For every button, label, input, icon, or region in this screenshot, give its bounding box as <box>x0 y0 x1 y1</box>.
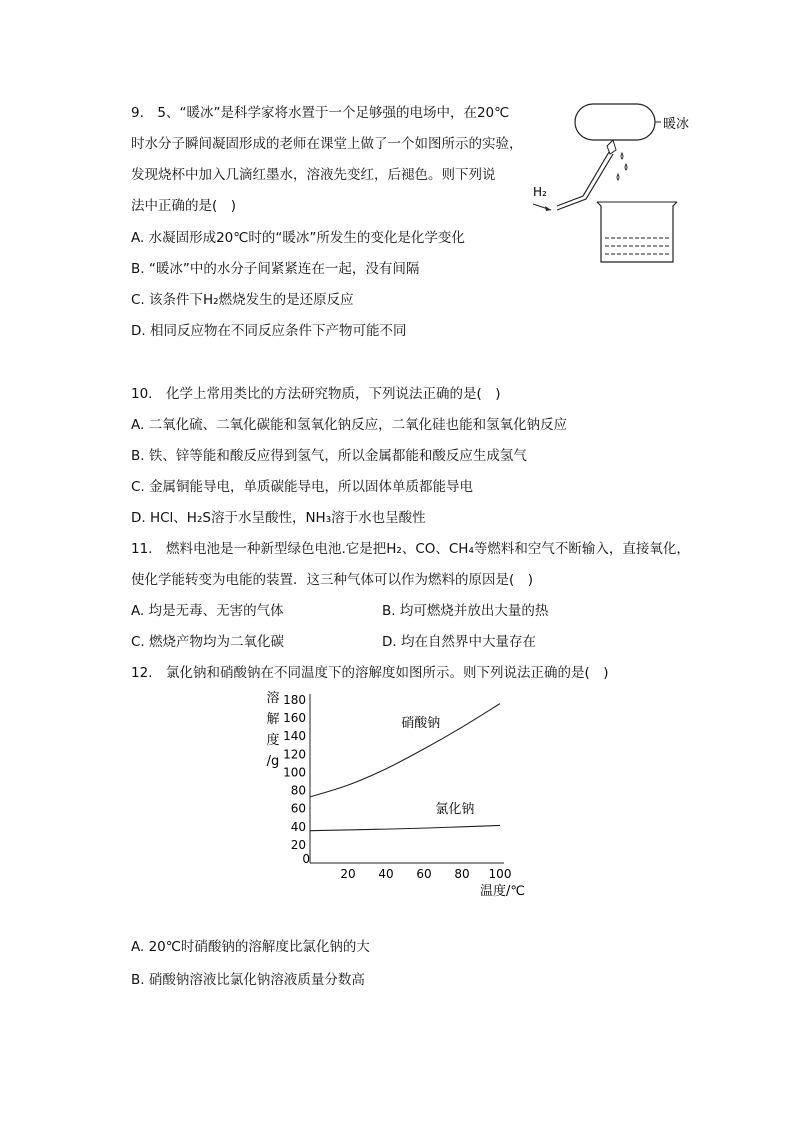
y-tick-label: 120 <box>283 747 306 762</box>
x-tick-label: 20 <box>340 867 356 881</box>
water-drop-2 <box>625 164 627 170</box>
q10-option-b: B. 铁、锌等能和酸反应得到氢气，所以金属都能和酸反应生成氢气 <box>131 448 527 464</box>
series-label-sodium-nitrate: 硝酸钠 <box>401 716 441 732</box>
q10-option-d: D. HCl、H₂S溶于水呈酸性，NH₃溶于水也呈酸性 <box>131 510 426 526</box>
h2-label: H₂ <box>533 185 547 199</box>
beaker <box>597 202 677 262</box>
y-tick-label: 180 <box>283 693 306 707</box>
water-drop-3 <box>617 174 619 180</box>
q9-stem-line-2: 时水分子瞬间凝固形成的老师在课堂上做了一个如图所示的实验， <box>131 136 523 152</box>
q9-option-c: C. 该条件下H₂燃烧发生的是还原反应 <box>131 292 354 308</box>
warm-ice-experiment-figure <box>525 100 725 270</box>
y-tick-label: 80 <box>290 783 306 798</box>
x-tick-label: 60 <box>416 867 432 881</box>
q12-option-a: A. 20℃时硝酸钠的溶解度比氯化钠的大 <box>131 939 370 955</box>
y-tick-label: 160 <box>283 711 306 726</box>
q9-option-d: D. 相同反应物在不同反应条件下产物可能不同 <box>131 323 407 339</box>
series-label-sodium-chloride: 氯化钠 <box>435 802 475 818</box>
warm-ice-block <box>575 104 655 140</box>
q11-stem-line-2: 使化学能转变为电能的装置．这三种气体可以作为燃料的原因是( ) <box>131 572 534 588</box>
x-tick-label: 80 <box>454 867 470 881</box>
x-tick-label: 0 <box>302 852 310 866</box>
series-line-sodium-chloride <box>310 825 500 830</box>
y-tick-label: 140 <box>283 729 306 744</box>
q9-stem-line-1: 9. 5、“暖冰”是科学家将水置于一个足够强的电场中，在20℃ <box>131 105 510 121</box>
y-axis-label-char: 度 <box>266 733 280 748</box>
h2-arrowhead <box>545 206 551 211</box>
y-tick-label: 40 <box>290 819 306 834</box>
solubility-chart <box>255 688 545 898</box>
q9-stem-line-3: 发现烧杯中加入几滴红墨水，溶液先变红，后褪色。则下列说 <box>131 167 496 183</box>
q10-option-a: A. 二氧化硫、二氧化碳能和氢氧化钠反应，二氧化硅也能和氢氧化钠反应 <box>131 417 568 433</box>
gas-tube <box>557 152 609 206</box>
y-axis-label-char: 解 <box>266 712 280 727</box>
q11-option-b: B. 均可燃烧并放出大量的热 <box>382 603 549 619</box>
q10-stem: 10. 化学上常用类比的方法研究物质，下列说法正确的是( ) <box>131 386 501 402</box>
q11-option-d: D. 均在自然界中大量存在 <box>382 634 536 650</box>
water-drop-1 <box>621 153 623 159</box>
q10-option-c: C. 金属铜能导电，单质碳能导电，所以固体单质都能导电 <box>131 479 474 495</box>
y-tick-label: 100 <box>283 765 306 780</box>
q11-option-c: C. 燃烧产物均为二氧化碳 <box>131 634 285 650</box>
y-axis-label-char: /g <box>266 754 280 769</box>
q9-stem-line-4: 法中正确的是( ) <box>131 198 237 214</box>
y-tick-label: 60 <box>290 801 306 816</box>
q12-option-b: B. 硝酸钠溶液比氯化钠溶液质量分数高 <box>131 972 365 988</box>
q12-stem: 12. 氯化钠和硝酸钠在不同温度下的溶解度如图所示。则下列说法正确的是( ) <box>131 665 609 681</box>
q11-stem-line-1: 11. 燃料电池是一种新型绿色电池.它是把H₂、CO、CH₄等燃料和空气不断输入，直接氧化， <box>131 541 690 557</box>
warm-ice-label: 暖冰 <box>663 117 690 132</box>
x-tick-label: 100 <box>488 867 512 881</box>
q11-option-a: A. 均是无毒、无害的气体 <box>131 603 284 619</box>
x-tick-label: 40 <box>378 867 394 881</box>
q9-option-b: B. “暖冰”中的水分子间紧紧连在一起，没有间隔 <box>131 261 420 277</box>
q9-option-a: A. 水凝固形成20℃时的“暖冰”所发生的变化是化学变化 <box>131 230 465 246</box>
y-axis-label-char: 溶 <box>266 691 280 706</box>
x-axis-label: 温度/℃ <box>480 884 525 898</box>
y-tick-label: 20 <box>290 837 306 852</box>
nozzle-tip <box>607 140 616 154</box>
